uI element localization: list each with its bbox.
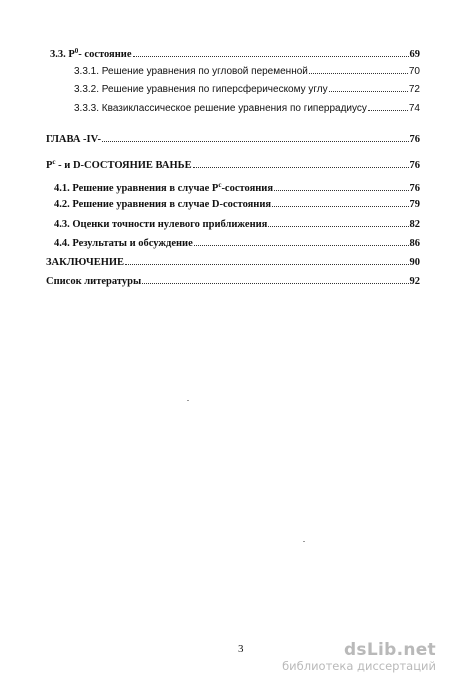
toc-entry-page: 76 (409, 160, 420, 171)
toc-entry-page: 72 (408, 84, 420, 95)
toc-entry-pc-d-state (46, 155, 420, 169)
toc-entry-title: 3.3. $P^0-$ состояние (50, 47, 132, 60)
toc-entry-title: $P^c$ - и D-СОСТОЯНИЕ ВАНЬЕ (46, 158, 192, 171)
toc-entry-title: 3.3.2. Решение уравнения по гиперсферическому углу (74, 84, 328, 95)
toc-entry-page: 92 (409, 276, 420, 287)
toc-leader-dots (193, 158, 409, 168)
toc-entry-4-4 (54, 236, 420, 250)
toc-entry-3-3-2 (74, 82, 420, 96)
toc-entry-title: 3.3.1. Решение уравнения по угловой переменной (74, 66, 308, 77)
toc-entry-page: 79 (409, 199, 420, 210)
toc-leader-dots (125, 255, 408, 265)
toc-leader-dots (102, 132, 409, 142)
toc-leader-dots (194, 236, 409, 246)
scan-speck (303, 541, 305, 542)
scan-speck (187, 400, 189, 401)
toc-entry-title: Список литературы (46, 276, 142, 287)
watermark-logo: dsLib.net (343, 640, 436, 660)
toc-entry-references (46, 274, 420, 288)
toc-entry-title: 4.3. Оценки точности нулевого приближения (54, 219, 268, 230)
toc-entry-chapter-4 (46, 132, 420, 146)
toc-leader-dots (368, 101, 408, 111)
toc-entry-title: 4.1. Решение уравнения в случае $P^c$-состояния (54, 181, 274, 194)
toc-entry-3-3 (50, 44, 420, 58)
toc-entry-4-1 (54, 178, 420, 192)
toc-leader-dots (133, 47, 409, 57)
toc-leader-dots (268, 217, 408, 227)
toc-entry-title: ЗАКЛЮЧЕНИЕ (46, 257, 125, 268)
toc-entry-4-3 (54, 217, 420, 231)
page-number: 3 (238, 643, 244, 655)
toc-entry-title: 3.3.3. Квазиклассическое решение уравнения по гиперрадиусу (74, 103, 367, 114)
toc-leader-dots (329, 82, 408, 92)
toc-entry-page: 74 (408, 103, 420, 114)
toc-entry-3-3-3 (74, 101, 420, 115)
toc-entry-page: 70 (408, 66, 420, 77)
toc-entry-page: 82 (409, 219, 420, 230)
toc-leader-dots (272, 197, 408, 207)
toc-entry-page: 86 (409, 238, 420, 249)
toc-entry-page: 76 (409, 134, 420, 145)
toc-entry-3-3-1 (74, 64, 420, 78)
toc-entry-title: 4.2. Решение уравнения в случае D-состояния (54, 199, 272, 210)
toc-leader-dots (309, 64, 408, 74)
toc-entry-title: 4.4. Результаты и обсуждение (54, 238, 193, 249)
toc-entry-page: 90 (409, 257, 420, 268)
watermark (282, 641, 436, 673)
toc-entry-conclusion (46, 255, 420, 269)
toc-entry-page: 76 (409, 183, 420, 194)
watermark-subtitle: библиотека диссертаций (282, 659, 436, 673)
toc-leader-dots (142, 274, 408, 284)
toc-entry-title: ГЛАВА -IV- (46, 134, 101, 145)
toc-entry-4-2 (54, 197, 420, 211)
toc-leader-dots (274, 181, 408, 191)
toc-entry-page: 69 (409, 49, 420, 60)
